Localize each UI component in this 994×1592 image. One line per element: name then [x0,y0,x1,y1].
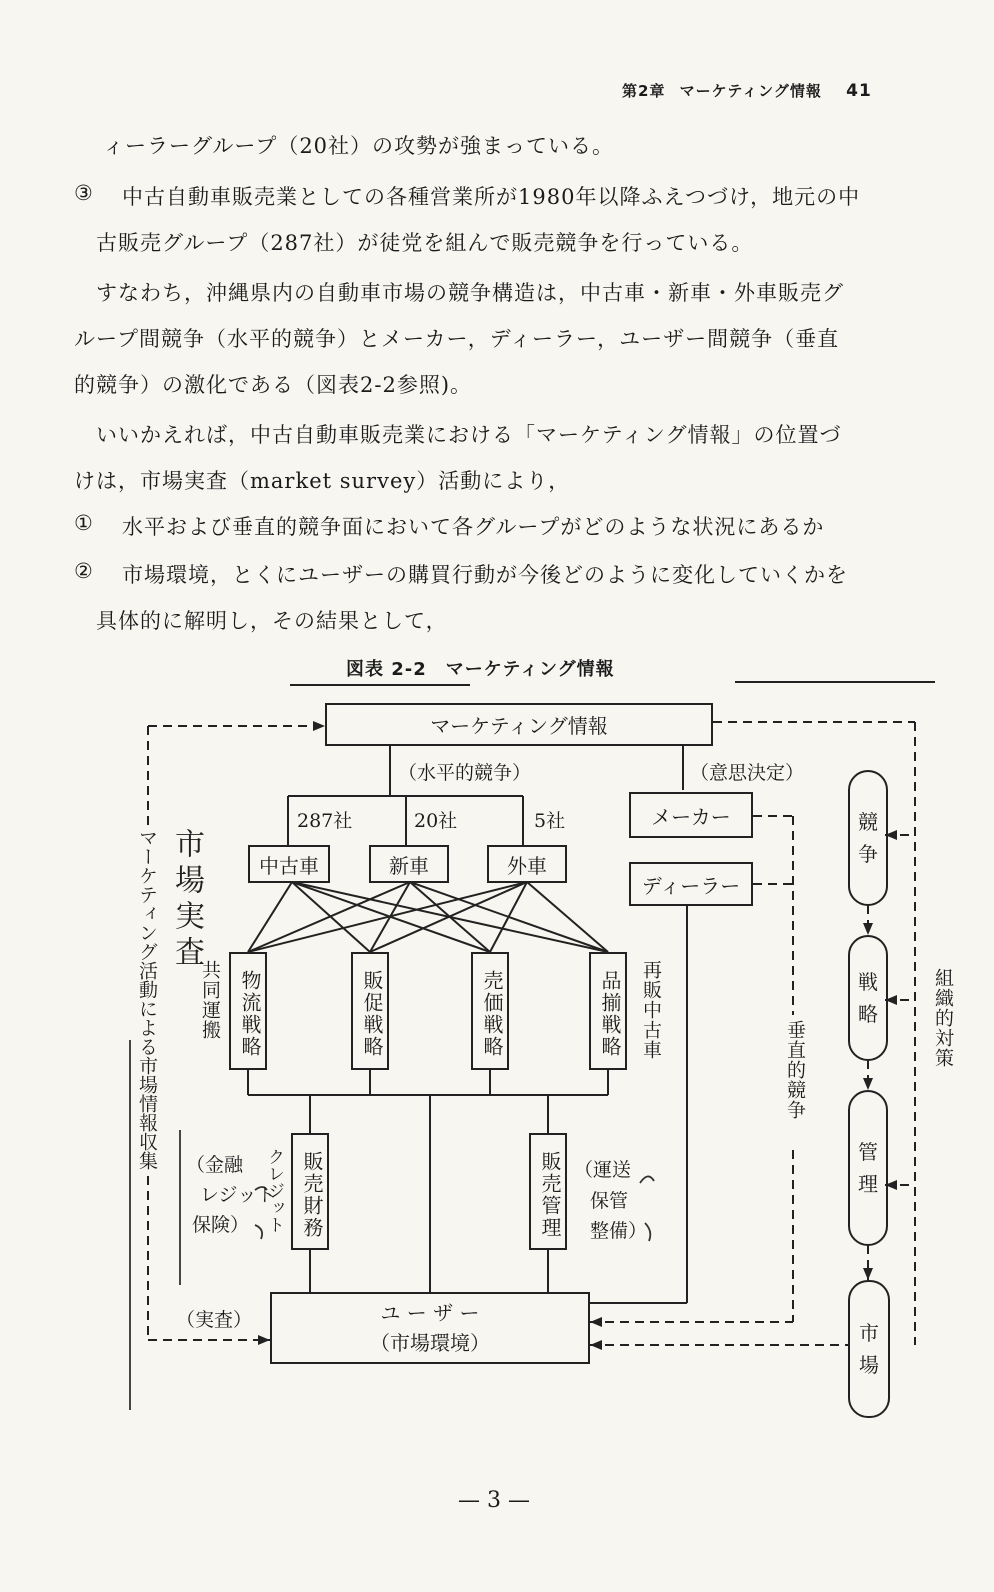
count-foreign: 5社 [534,810,566,832]
decision-label: （意思決定） [690,762,805,784]
foreign-car-box [487,845,567,883]
dealer-box [629,862,753,906]
figure-caption: 図表 2-2 マーケティング情報 [346,659,615,680]
user-label: ユ ー ザ ー [380,1301,480,1325]
pill-char: 戦 [858,970,878,994]
text-line: 古販売グループ（287社）が徒党を組んで販売競争を行っている。 [96,231,754,255]
pill-char: 場 [859,1353,879,1377]
pill-char: 競 [858,810,878,834]
list-marker: ③ [74,181,93,205]
assortment-strategy-box [589,952,627,1070]
marketing-info-label: マーケティング情報 [430,714,608,738]
joint-transport-label: 共同運搬 [199,960,221,1040]
pill-char: 市 [859,1321,879,1345]
register-note: レジット [200,1184,276,1206]
survey-label: （実査） [176,1309,253,1331]
used-car-box [248,845,330,883]
pill-char: 略 [858,1002,878,1026]
price-strategy-label: 売価戦略 [480,970,504,1058]
text-line: すなわち，沖縄県内の自動車市場の競争構造は，中古車・新車・外車販売グ [96,281,844,305]
storage-note: 保管 [590,1190,629,1212]
market-environment-label: （市場環境） [370,1331,490,1355]
assortment-strategy-label: 品揃戦略 [598,970,622,1058]
text-line: 市場環境，とくにユーザーの購買行動が今後どのように変化していくかを [122,563,848,587]
page-footer: — 3 — [458,1488,530,1513]
promo-strategy-label: 販促戦略 [360,970,384,1058]
chapter-title: マーケティング情報 [679,82,822,100]
handwritten-credit-note: クレジット [264,1148,284,1233]
pill-char: 管 [858,1140,878,1164]
foreign-car-label: 外車 [507,853,547,878]
new-car-box [369,845,449,883]
logistics-strategy-box [229,952,267,1070]
sales-mgmt-label: 販売管理 [538,1150,562,1239]
logistics-strategy-label: 物流戦略 [238,970,262,1058]
horizontal-competition-label: （水平的競争） [398,762,532,784]
strategy-pill [848,935,888,1061]
count-new: 20社 [414,810,458,832]
text-line: けは，市場実査（market survey）活動により， [74,469,571,493]
management-pill [848,1090,888,1246]
transport-note: （運送 [574,1159,632,1181]
used-car-label: 中古車 [259,853,319,878]
list-marker: ① [74,511,93,535]
text-line: 的競争）の激化である（図表2-2参照)。 [74,373,473,397]
chapter-label: 第2章 [622,82,666,100]
new-car-label: 新車 [389,853,429,878]
text-line: ィーラーグループ（20社）の攻勢が強まっている。 [103,134,615,158]
pill-char: 争 [858,842,878,866]
maker-box [629,792,753,838]
dealer-label: ディーラー [641,873,741,898]
text-line: 具体的に解明し，その結果として， [96,609,448,633]
sales-finance-label: 販売財務 [300,1150,324,1239]
text-line: ループ間競争（水平的競争）とメーカー，ディーラー，ユーザー間競争（垂直 [74,327,840,351]
sales-mgmt-box [529,1133,567,1250]
vertical-competition-label: 垂直的競争 [782,1020,809,1120]
marketing-activity-label: マーケティング活動による市場情報収集 [134,828,161,1170]
user-box [270,1292,590,1364]
finance-note: （金融 [186,1154,244,1176]
count-used: 287社 [297,810,353,832]
page-number: 41 [846,81,872,101]
promo-strategy-box [351,952,389,1070]
org-measures-label: 組織的対策 [932,968,954,1068]
competition-pill [848,770,888,906]
sales-finance-box [291,1133,329,1250]
price-strategy-box [471,952,509,1070]
text-line: 中古自動車販売業としての各種営業所が1980年以降ふえつづけ，地元の中 [122,185,861,209]
maker-label: メーカー [651,804,731,829]
handwritten-survey-note: 市場実査 [169,828,204,972]
insurance-note: 保険） [192,1214,250,1236]
marketing-info-box [325,703,713,746]
text-line: 水平および垂直的競争面において各グループがどのような状況にあるか [122,515,825,539]
maintenance-note: 整備） [590,1220,648,1242]
pill-char: 理 [858,1172,878,1196]
text-line: いいかえれば，中古自動車販売業における「マーケティング情報」の位置づ [96,423,842,447]
resale-used-label: 再販中古車 [640,960,662,1060]
list-marker: ② [74,559,93,583]
market-pill [848,1280,890,1418]
